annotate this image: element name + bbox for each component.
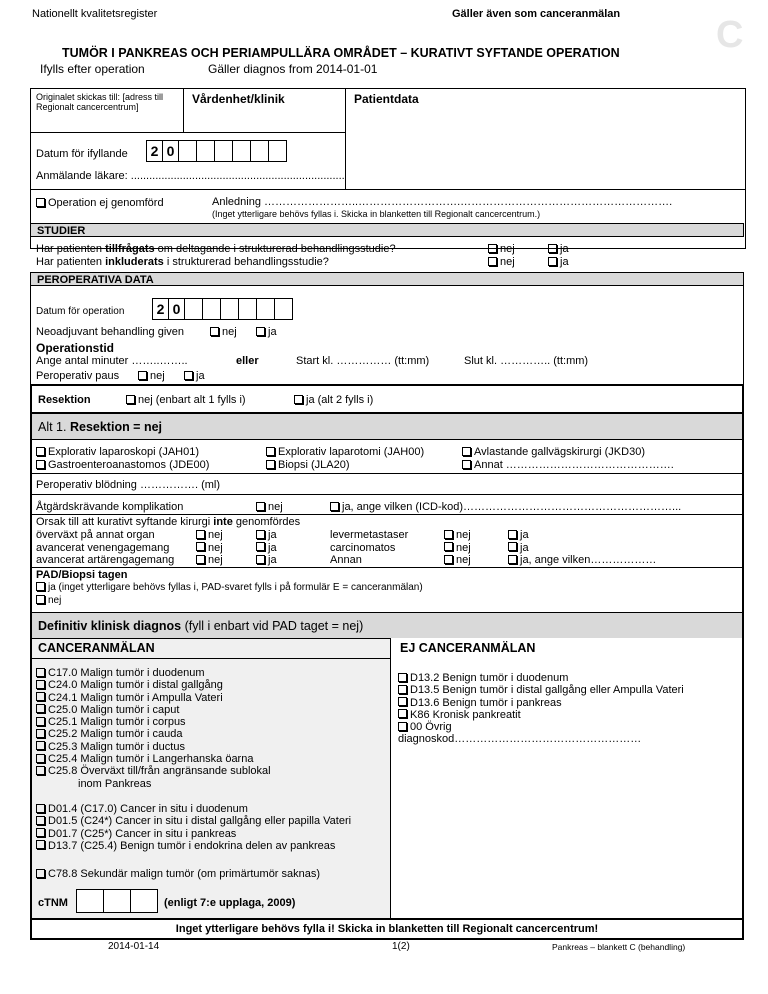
- checkbox-icon[interactable]: [36, 816, 45, 825]
- checkbox-icon[interactable]: [398, 697, 407, 706]
- start-time-field[interactable]: Start kl. …………… (tt:mm): [296, 355, 430, 367]
- minutes-field[interactable]: Ange antal minuter ……..……..: [36, 355, 188, 367]
- reasons-left-yes[interactable]: ja ja ja: [256, 529, 277, 567]
- checkbox-icon[interactable]: [210, 327, 219, 336]
- final-instruction: Inget ytterligare behövs fylla i! Skicka in blanketten till Regionalt cancercentrum!: [175, 923, 599, 935]
- patient-label: Patientdata: [354, 92, 419, 106]
- checkbox-icon[interactable]: [36, 828, 45, 837]
- reason-not-curative: Orsak till att kurativt syftande kirurgi inte genomfördes: [36, 516, 301, 528]
- optime-label: Operationstid: [36, 341, 115, 355]
- ej-cancer-title: EJ CANCERANMÄLAN: [400, 641, 536, 655]
- checkbox-icon[interactable]: [444, 542, 453, 551]
- reasons-left-list: [36, 529, 174, 567]
- also-cancer-label: Gäller även som canceranmälan: [452, 8, 621, 20]
- neoadjuvant-no[interactable]: nej: [210, 326, 237, 338]
- checkbox-icon[interactable]: [184, 371, 193, 380]
- complication-no[interactable]: nej: [256, 501, 283, 513]
- checkbox-icon[interactable]: [36, 804, 45, 813]
- checkbox-icon[interactable]: [488, 244, 497, 253]
- checkbox-icon[interactable]: [444, 555, 453, 564]
- doctor-field[interactable]: Anmälande läkare: ......................................................................: [36, 170, 345, 182]
- op-date-digit: 2: [153, 299, 169, 319]
- checkbox-icon[interactable]: [36, 692, 45, 701]
- checkbox-icon[interactable]: [508, 555, 517, 564]
- checkbox-icon[interactable]: [36, 840, 45, 849]
- checkbox-icon[interactable]: [266, 460, 275, 469]
- checkbox-icon[interactable]: [508, 530, 517, 539]
- fill-date-digit: 2: [147, 141, 163, 161]
- checkbox-icon[interactable]: [444, 530, 453, 539]
- proc-gastroentero[interactable]: Gastroenteroanastomos (JDE00): [36, 459, 209, 471]
- checkbox-icon[interactable]: [266, 447, 275, 456]
- pad-title: PAD/Biopsi tagen: [36, 569, 128, 581]
- alt1-header: Alt 1. Resektion = nej: [38, 420, 163, 434]
- checkbox-icon[interactable]: [36, 766, 45, 775]
- complication-label: Åtgärdskrävande komplikation: [36, 501, 184, 513]
- checkbox-icon[interactable]: [196, 542, 205, 551]
- end-time-field[interactable]: Slut kl. ………….. (tt:mm): [464, 355, 589, 367]
- peroperativ-header: PEROPERATIVA DATA: [30, 272, 744, 286]
- or-label: eller: [236, 355, 259, 367]
- op-date-digit: 0: [169, 299, 185, 319]
- checkbox-icon[interactable]: [36, 582, 45, 591]
- ctnm-label: cTNM: [38, 897, 68, 909]
- fill-date-label: Datum för ifyllande: [36, 148, 128, 160]
- study-included-question: Har patienten inkluderats i strukturerad behandlingsstudie?: [36, 256, 329, 268]
- proc-laparotomi[interactable]: Explorativ laparotomi (JAH00): [266, 446, 424, 458]
- reasons-right-list: [330, 529, 408, 567]
- not-performed-note: (Inget ytterligare behövs fyllas i. Skicka in blanketten till Regionalt cancercentrum.): [212, 209, 541, 219]
- pause-label: Peroperativ paus: [36, 370, 120, 382]
- bleeding-field[interactable]: Peroperativ blödning ……………. (ml): [36, 479, 221, 491]
- checkbox-icon[interactable]: [36, 717, 45, 726]
- checkbox-icon[interactable]: [330, 502, 339, 511]
- resektion-yes[interactable]: ja (alt 2 fylls i): [294, 394, 373, 406]
- checkbox-icon[interactable]: [196, 555, 205, 564]
- definitive-header: Definitiv klinisk diagnos (fyll i enbart vid PAD taget = nej): [38, 619, 364, 633]
- checkbox-icon[interactable]: [36, 447, 45, 456]
- page-title: TUMÖR I PANKREAS OCH PERIAMPULLÄRA OMRÅDET – KURATIVT SYFTANDE OPERATION: [62, 46, 620, 60]
- op-date-field[interactable]: [152, 298, 293, 320]
- checkbox-icon[interactable]: [398, 722, 407, 731]
- unit-label: Vårdenhet/klinik: [192, 92, 285, 106]
- neoadjuvant-yes[interactable]: ja: [256, 326, 277, 338]
- checkbox-icon[interactable]: [36, 704, 45, 713]
- checkbox-icon[interactable]: [256, 542, 265, 551]
- cancer-title: CANCERANMÄLAN: [38, 641, 155, 655]
- checkbox-icon[interactable]: [36, 741, 45, 750]
- pad-yes[interactable]: ja (inget ytterligare behövs fyllas i, PAD-svaret fylls i på formulär E = canceranmälan): [36, 582, 423, 593]
- resektion-no[interactable]: nej (enbart alt 1 fylls i): [126, 394, 246, 406]
- ej-diag-field: diagnoskod……………………………………………: [398, 733, 642, 746]
- study-included-no[interactable]: nej: [488, 256, 515, 268]
- reason-ven: avancerat venengagemang: [36, 541, 170, 554]
- cancer-list[interactable]: C17.0 Malign tumör i duodenum C24.0 Malign tumör i distal gallgång C24.1 Malign tumör i Ampulla Vateri C25.0 Malign tumör i caput C25.1 Malign tumör i corpus C25.2 Malign tumör i cauda C25.3 Malign tumör i ductus C25.4 Malign tumör i Langerhanska öarna C25.8 Överväxt till/från angränsande sublokal inom Pankreas: [36, 667, 271, 790]
- reason-artar: avancerat artärengagemang: [36, 554, 175, 566]
- checkbox-icon[interactable]: [256, 502, 265, 511]
- checkbox-icon[interactable]: [36, 754, 45, 763]
- neoadjuvant-label: Neoadjuvant behandling given: [36, 326, 185, 338]
- checkbox-icon[interactable]: [196, 530, 205, 539]
- form-letter: C: [716, 14, 744, 56]
- checkbox-icon[interactable]: [36, 595, 45, 604]
- checkbox-icon[interactable]: [36, 460, 45, 469]
- fill-after-label: Ifylls efter operation: [40, 62, 145, 76]
- ctnm-note: (enligt 7:e upplaga, 2009): [164, 897, 296, 909]
- studier-header: STUDIER: [30, 223, 744, 237]
- checkbox-icon[interactable]: [126, 395, 135, 404]
- reasons-left-no[interactable]: nej nej nej: [196, 529, 223, 567]
- checkbox-icon[interactable]: [462, 447, 471, 456]
- checkbox-icon[interactable]: [398, 685, 407, 694]
- checkbox-icon[interactable]: [398, 673, 407, 682]
- ej-cancer-list[interactable]: D13.2 Benign tumör i duodenum D13.5 Benign tumör i distal gallgång eller Ampulla Vateri D13.6 Benign tumör i pankreas K86 Kronisk pankreatit 00 Övrig diagnoskod……………………………………………: [398, 672, 684, 746]
- proc-annat[interactable]: Annat ……………………………………….: [462, 459, 674, 471]
- checkbox-icon[interactable]: [36, 668, 45, 677]
- secondary-tumor[interactable]: C78.8 Sekundär malign tumör (om primärtumör saknas): [36, 868, 320, 880]
- proc-gallvag[interactable]: Avlastande gallvägskirurgi (JKD30): [462, 446, 645, 458]
- complication-yes[interactable]: ja, ange vilken (ICD-kod)…………………………………………………...: [330, 501, 681, 513]
- study-asked-no[interactable]: nej: [488, 243, 515, 255]
- study-asked-yes[interactable]: ja: [548, 243, 569, 255]
- footer-form-name: Pankreas – blankett C (behandling): [552, 942, 686, 952]
- reasons-right-no[interactable]: nej nej nej: [444, 529, 471, 567]
- footer-page: 1(2): [392, 941, 410, 952]
- fill-date-field[interactable]: [146, 140, 287, 162]
- checkbox-icon[interactable]: [256, 327, 265, 336]
- reason-organ: överväxt på annat organ: [36, 529, 155, 541]
- reason-annan: Annan: [330, 554, 362, 566]
- checkbox-icon[interactable]: [36, 729, 45, 738]
- insitu-list[interactable]: D01.4 (C17.0) Cancer in situ i duodenum D01.5 (C24*) Cancer in situ i distal gallgång eller papilla Vateri D01.7 (C25*) Cancer in situ i pankreas D13.7 (C25.4) Benign tumör i endokrina delen av pankreas: [36, 803, 351, 852]
- study-included-yes[interactable]: ja: [548, 256, 569, 268]
- checkbox-icon[interactable]: [138, 371, 147, 380]
- registry-label: Nationellt kvalitetsregister: [32, 8, 158, 20]
- pause-yes[interactable]: ja: [184, 370, 205, 382]
- not-performed-option[interactable]: Operation ej genomförd: [36, 197, 164, 209]
- reasons-right-yes[interactable]: ja ja ja, ange vilken………………: [508, 529, 656, 567]
- pause-no[interactable]: nej: [138, 370, 165, 382]
- checkbox-icon[interactable]: [488, 257, 497, 266]
- checkbox-icon[interactable]: [256, 530, 265, 539]
- checkbox-icon[interactable]: [36, 869, 45, 878]
- footer-date: 2014-01-14: [108, 941, 160, 952]
- fill-date-digit: 0: [163, 141, 179, 161]
- checkbox-icon[interactable]: [294, 395, 303, 404]
- checkbox-icon[interactable]: [548, 244, 557, 253]
- reason-field[interactable]: Anledning ……………………..……………………….………………………………………………….: [212, 196, 673, 208]
- op-date-label: Datum för operation: [36, 306, 125, 317]
- checkbox-icon[interactable]: [398, 709, 407, 718]
- proc-laparoskopi[interactable]: Explorativ laparoskopi (JAH01): [36, 446, 199, 458]
- checkbox-icon[interactable]: [548, 257, 557, 266]
- pad-no[interactable]: nej: [36, 595, 61, 606]
- checkbox-icon[interactable]: [36, 198, 45, 207]
- checkbox-icon[interactable]: [256, 555, 265, 564]
- resektion-label: Resektion: [38, 394, 91, 406]
- proc-biopsi[interactable]: Biopsi (JLA20): [266, 459, 350, 471]
- checkbox-icon[interactable]: [508, 542, 517, 551]
- reason-carcinomatos: carcinomatos: [330, 541, 396, 554]
- study-asked-question: Har patienten tillfrågats om deltagande i strukturerad behandlingsstudie?: [36, 243, 396, 255]
- ctnm-field[interactable]: [76, 889, 158, 913]
- checkbox-icon[interactable]: [462, 460, 471, 469]
- send-to-label: Originalet skickas till: [adress till Regionalt cancercentrum]: [36, 92, 164, 112]
- checkbox-icon[interactable]: [36, 680, 45, 689]
- valid-from-label: Gäller diagnos from 2014-01-01: [208, 62, 378, 76]
- reason-lever: levermetastaser: [330, 529, 409, 541]
